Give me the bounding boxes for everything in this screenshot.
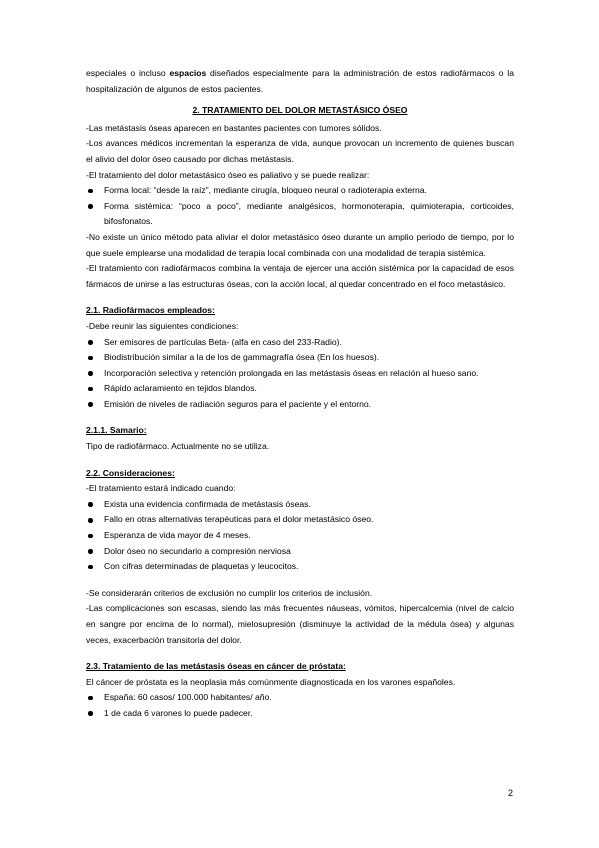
spacer (86, 412, 514, 423)
list-item: Forma local: “desde la raíz”, mediante cirugía, bloqueo neural o radioterapia externa. (86, 183, 514, 199)
section-2-bullet-list (86, 183, 514, 230)
list-item: Biodistribución similar a la de los de gammagrafía ósea (En los huesos). (86, 350, 514, 366)
section-2-2-paragraph-1: -El tratamiento estará indicado cuando: (86, 483, 236, 494)
list-item: Con cifras determinadas de plaquetas y leucocitos. (86, 559, 514, 575)
section-2-2-paragraph-3: -Las complicaciones son escasas, siendo las más frecuentes náuseas, vómitos, hipercalcemia (nivel de calcio en sangre por encima de lo normal), mielosupresión (disminuye la actividad de la médula ósea) y algunas veces, exacerbación transitoria del dolor. (86, 603, 514, 645)
list-item: Forma sistémica: “poco a poco”, mediante analgésicos, hormonoterapia, quimioterapia, corticoides, bifosfonatos. (86, 199, 514, 230)
spacer (86, 455, 514, 466)
section-2-paragraph-5: -El tratamiento con radiofármacos combina la ventaja de ejercer una acción sistémica por la capacidad de esos fármacos de unirse a las estructuras óseas, con la acción local, al quedar concentrado en el foco metastásico. (86, 263, 514, 289)
list-item: Emisión de niveles de radiación seguros para el paciente y el entorno. (86, 397, 514, 413)
section-2-1-1-heading-text: 2.1.1. Samario: (86, 425, 147, 436)
section-2-paragraph-3: -El tratamiento del dolor metastásico óseo es paliativo y se puede realizar: (86, 169, 370, 180)
intro-bold-word: espacios (169, 68, 207, 78)
list-item: Fallo en otras alternativas terapéuticas para el dolor metastásico óseo. (86, 512, 514, 528)
spacer (86, 575, 514, 586)
intro-text-start: especiales o incluso (86, 68, 170, 78)
spacer (86, 648, 514, 659)
intro-text-end: diseñados especialmente para la administración de estos radiofármacos o la hospitalización de algunos de estos pacientes. (86, 68, 514, 94)
list-item: España: 60 casos/ 100.000 habitantes/ año. (86, 690, 514, 706)
section-2-2-bullet-list (86, 497, 514, 575)
list-item: Incorporación selectiva y retención prolongada en las metástasis óseas en relación al hueso sano. (86, 366, 514, 382)
section-2-3-paragraph-1: El cáncer de próstata es la neoplasia más comúnmente diagnosticada en los varones españoles. (86, 676, 456, 687)
section-2-3-heading (86, 659, 514, 675)
list-item: 1 de cada 6 varones lo puede padecer. (86, 706, 514, 722)
list-item: Dolor óseo no secundario a compresión nerviosa (86, 544, 514, 560)
page-content (86, 66, 514, 722)
section-2-1-paragraph-1: -Debe reunir las siguientes condiciones: (86, 320, 239, 331)
section-2-heading: 2. TRATAMIENTO DEL DOLOR METASTÁSICO ÓSEO (192, 105, 408, 116)
section-2-1-heading-text: 2.1. Radiofármacos empleados: (86, 305, 215, 316)
section-2-1-heading (86, 303, 514, 319)
section-2-paragraph-1: -Las metástasis óseas aparecen en bastantes pacientes con tumores sólidos. (86, 122, 382, 133)
section-2-1-1-paragraph-1: Tipo de radiofármaco. Actualmente no se utiliza. (86, 441, 270, 452)
section-2-1-1-heading (86, 423, 514, 439)
section-2-3-bullet-list (86, 690, 514, 721)
section-2-paragraph-2: -Los avances médicos incrementan la esperanza de vida, aunque provocan un incremento de quienes buscan el alivio del dolor óseo causado por dichas metástasis. (86, 138, 514, 164)
list-item: Exista una evidencia confirmada de metástasis óseas. (86, 497, 514, 513)
list-item: Esperanza de vida mayor de 4 meses. (86, 528, 514, 544)
section-2-2-heading-text: 2.2. Consideraciones: (86, 467, 175, 478)
section-2-2-paragraph-2: -Se considerarán criterios de exclusión no cumplir los criterios de inclusión. (86, 587, 373, 598)
list-item: Rápido aclaramiento en tejidos blandos. (86, 381, 514, 397)
intro-paragraph (86, 66, 514, 97)
spacer (86, 292, 514, 303)
list-item: Ser emisores de partículas Beta- (alfa en caso del 233-Radio). (86, 335, 514, 351)
section-2-1-bullet-list (86, 335, 514, 413)
section-2-paragraph-4: -No existe un único método pata aliviar el dolor metastásico óseo durante un amplio periodo de tiempo, por lo que suele emplearse una modalidad de terapia local combinada con una modalidad de terapia sistémica. (86, 231, 514, 258)
page-number: 2 (507, 788, 513, 798)
section-2-2-heading (86, 466, 514, 482)
section-2-3-heading-text: 2.3. Tratamiento de las metástasis óseas en cáncer de próstata: (86, 661, 346, 672)
